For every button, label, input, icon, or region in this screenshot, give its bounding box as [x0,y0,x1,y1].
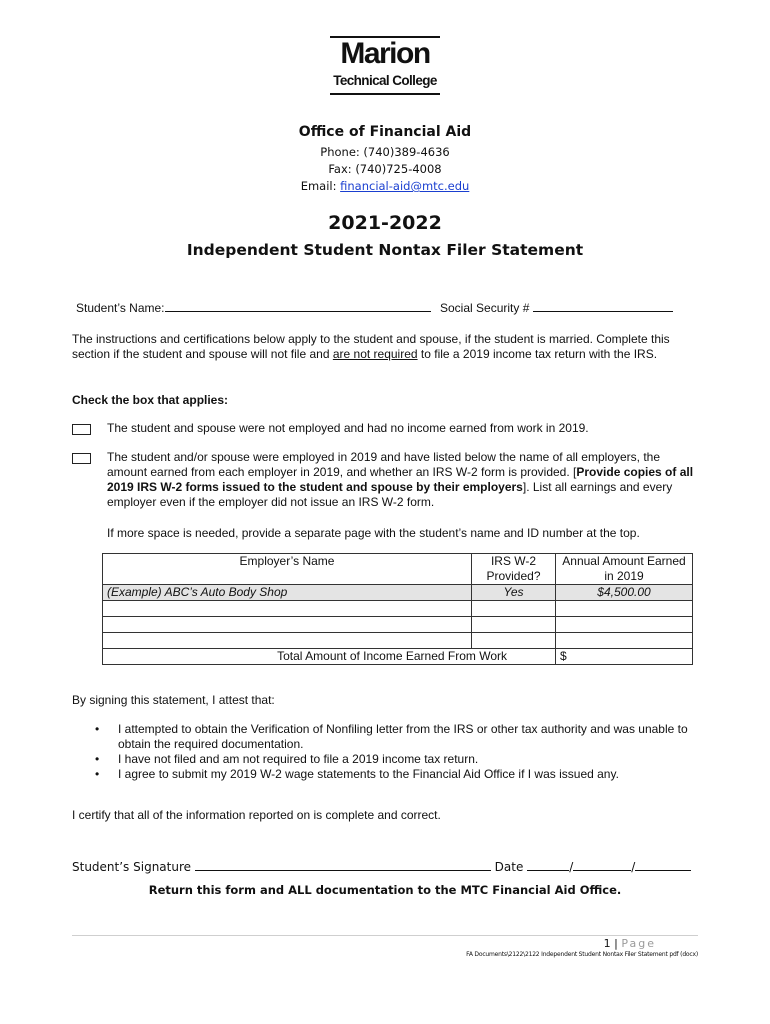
check-heading: Check the box that applies: [72,393,229,407]
total-label: Total Amount of Income Earned From Work [103,649,556,665]
employer-cell[interactable] [103,633,472,649]
amount-cell[interactable] [556,633,693,649]
file-path: FA Documents\2122\2122 Independent Student Nontax Filer Statement pdf (docx) [466,951,698,958]
page-number-line [560,937,656,950]
instructions-text-2: to file a 2019 income tax return with the IRS. [417,347,658,361]
option-employed-text-2: ]. List all earnings and every employer even if the employer did not issue an IRS W-2 form. [107,480,673,509]
instructions-text-1: The instructions and certifications below apply to the student and spouse, if the student is married. Complete this section if the student and spouse will not file and [72,332,670,361]
bullet-icon: • [95,722,100,736]
attest-item-text: I attempted to obtain the Verification of Nonfiling letter from the IRS or other tax authority and was unable to obtain the required documentation. [118,722,688,751]
office-phone: Phone: (740)389-4636 [320,145,450,159]
instructions [72,332,692,362]
employer-table [102,553,693,665]
option-employed [107,450,697,510]
w2-cell[interactable] [472,601,556,617]
employer-cell[interactable] [103,617,472,633]
office-heading: Office of Financial Aid [298,124,472,140]
ssn-field[interactable] [533,299,673,312]
header-w2: IRS W-2 Provided? [472,554,556,585]
office-email-line [0,179,770,193]
bullet-icon: • [95,752,100,766]
header-employer: Employer’s Name [103,554,472,585]
header-amount: Annual Amount Earned in 2019 [556,554,693,585]
w2-cell[interactable] [472,617,556,633]
example-amount: $4,500.00 [556,585,693,601]
form-title: Independent Student Nontax Filer Statement [186,241,584,259]
student-name-field[interactable] [165,299,431,312]
option-no-income: The student and spouse were not employed and had no income earned from work in 2019. [107,421,589,435]
date-day-field[interactable] [573,858,631,871]
checkbox-employed[interactable] [72,453,91,464]
table-row [103,617,693,633]
page-separator: | [610,937,622,950]
email-label: Email: [300,179,341,193]
more-space-note: If more space is needed, provide a separate page with the student’s name and ID number at the top. [107,526,640,540]
date-label: Date [494,860,524,874]
ssn-label: Social Security # [440,301,530,315]
amount-cell[interactable] [556,601,693,617]
table-total-row [103,649,693,665]
table-row [103,601,693,617]
logo-name: Marion [340,37,430,70]
student-name-label: Student’s Name: [76,301,165,315]
student-name-row [76,299,431,316]
return-note: Return this form and ALL documentation to the MTC Financial Aid Office. [148,883,622,897]
employer-cell[interactable] [103,601,472,617]
signature-field[interactable] [195,858,491,871]
example-employer: (Example) ABC’s Auto Body Shop [103,585,472,601]
page-word: Page [621,937,656,950]
footer-divider [72,935,698,936]
checkbox-no-income[interactable] [72,424,91,435]
date-year-field[interactable] [635,858,691,871]
table-header-row [103,554,693,585]
certify-statement: I certify that all of the information reported on is complete and correct. [72,808,441,822]
college-logo [328,36,442,96]
bullet-icon: • [95,767,100,781]
attest-item-text: I have not filed and am not required to file a 2019 income tax return. [118,752,479,766]
table-row [103,633,693,649]
email-link[interactable]: financial-aid@mtc.edu [340,179,470,193]
total-value[interactable]: $ [556,649,693,665]
logo-bottom-rule [330,93,440,95]
amount-cell[interactable] [556,617,693,633]
signature-row: Student’s Signature Date / / [72,858,691,874]
date-month-field[interactable] [527,858,569,871]
option-employed-bold: Provide copies of all 2019 IRS W-2 forms issued to the student and spouse by their employers [107,465,694,494]
signature-label: Student’s Signature [72,860,192,874]
table-row-example [103,585,693,601]
w2-cell[interactable] [472,633,556,649]
page-number: 1 [603,937,611,950]
instructions-underlined: are not required [332,347,418,361]
list-item [94,752,694,767]
option-employed-text-1: The student and/or spouse were employed in 2019 and have listed below the name of all employers, the amount earned from each employer in 2019, and whether an IRS W-2 form is provided. [ [107,450,661,479]
list-item [94,767,694,782]
logo-subtitle: Technical College [333,73,437,88]
form-year: 2021-2022 [328,212,442,234]
attest-intro: By signing this statement, I attest that: [72,693,275,707]
office-fax: Fax: (740)725-4008 [328,162,442,176]
example-w2: Yes [472,585,556,601]
attest-item-text: I agree to submit my 2019 W-2 wage statements to the Financial Aid Office if I was issued any. [118,767,619,781]
list-item [94,722,694,752]
attest-list [94,722,694,782]
ssn-row [440,299,673,316]
